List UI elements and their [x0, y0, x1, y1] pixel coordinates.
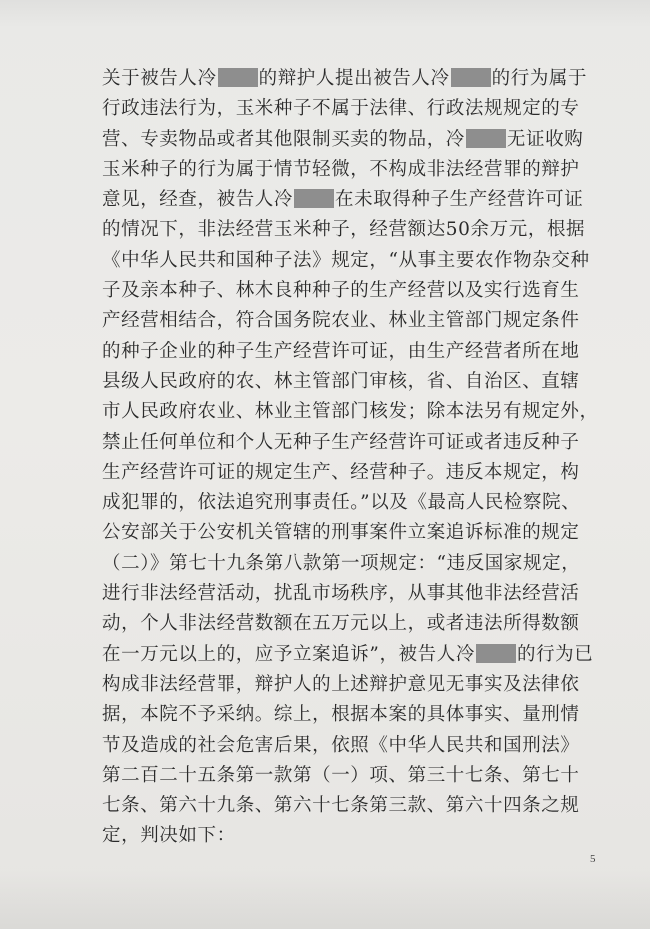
text-segment: 定，判决如下：: [102, 825, 236, 847]
text-line: [102, 397, 602, 427]
text-segment: 《中华人民共和国种子法》规定，“从事主要农作物杂交种: [102, 249, 590, 271]
text-line: [102, 155, 602, 185]
text-line: [102, 306, 602, 336]
redaction-block: [476, 644, 516, 663]
text-line: [102, 367, 602, 397]
text-line: [102, 731, 602, 761]
text-segment: 动，个人非法经营数额在五万元以上，或者违法所得数额: [102, 613, 580, 635]
text-segment: 市人民政府农业、林业主管部门核发；除本法另有规定外，: [102, 401, 599, 423]
redaction-block: [466, 129, 506, 148]
text-line: [102, 337, 602, 367]
text-line: [102, 640, 602, 670]
text-line: [102, 428, 602, 458]
page-shadow-bottom: [0, 869, 650, 929]
text-line: [102, 609, 602, 639]
text-segment: 的辩护人提出被告人冷: [258, 68, 450, 89]
text-segment: （二）》第七十九条第八款第一项规定：“违反国家规定，: [102, 552, 581, 574]
text-segment: 的情况下，非法经营玉米种子，经营额达50余万元，根据: [102, 219, 586, 241]
text-segment: 营、专卖物品或者其他限制买卖的物品，冷: [102, 128, 465, 150]
text-line: [102, 549, 602, 579]
redaction-block: [294, 189, 334, 208]
text-line: [102, 215, 602, 245]
text-line: [102, 458, 602, 488]
text-line: [102, 821, 602, 851]
text-segment: 在一万元以上的，应予立案追诉”，被告人冷: [102, 643, 475, 665]
text-line: [102, 791, 602, 821]
text-line: [102, 125, 602, 155]
text-segment: 七条、第六十九条、第六十七条第三款、第六十四条之规: [102, 795, 580, 817]
text-segment: 进行非法经营活动，扰乱市场秩序，从事其他非法经营活: [102, 583, 580, 605]
text-segment: 公安部关于公安机关管辖的刑事案件立案追诉标准的规定: [102, 522, 580, 544]
text-segment: 子及亲本种子、林木良种种子的生产经营以及实行选育生: [102, 280, 580, 302]
text-segment: 第二百二十五条第一款第（一）项、第三十七条、第七十: [102, 764, 580, 786]
text-segment: 的行为已: [516, 643, 594, 665]
text-line: [102, 518, 602, 548]
text-segment: 的种子企业的种子生产经营许可证，由生产经营者所在地: [102, 340, 580, 362]
text-segment: 玉米种子的行为属于情节轻微，不构成非法经营罪的辩护: [102, 158, 580, 180]
text-segment: 无证收购: [506, 128, 584, 150]
text-line: [102, 670, 602, 700]
text-line: [102, 185, 602, 215]
judgment-text-block: [102, 64, 602, 852]
page-number: 5: [590, 853, 596, 865]
text-line: [102, 64, 602, 94]
text-segment: 产经营相结合，符合国务院农业、林业主管部门规定条件: [102, 310, 580, 332]
text-segment: 在未取得种子生产经营许可证: [335, 189, 584, 211]
text-segment: 据，本院不予采纳。综上，根据本案的具体事实、量刑情: [102, 704, 580, 726]
redaction-block: [218, 68, 258, 87]
text-segment: 县级人民政府的农、林主管部门审核，省、自治区、直辖: [102, 370, 580, 392]
text-segment: 的行为属于: [491, 68, 588, 89]
text-segment: 节及造成的社会危害后果，依照《中华人民共和国刑法》: [102, 734, 580, 756]
text-segment: 意见，经查，被告人冷: [102, 189, 294, 211]
text-segment: 生产经营许可证的规定生产、经营种子。违反本规定，构: [102, 461, 580, 483]
text-line: [102, 94, 602, 124]
text-segment: 构成非法经营罪，辩护人的上述辩护意见无事实及法律依: [102, 673, 580, 695]
text-segment: 关于被告人冷: [102, 68, 217, 89]
text-segment: 行政违法行为，玉米种子不属于法律、行政法规规定的专: [102, 98, 580, 120]
text-line: [102, 761, 602, 791]
text-segment: 禁止任何单位和个人无种子生产经营许可证或者违反种子: [102, 431, 580, 453]
redaction-block: [451, 68, 491, 87]
text-line: [102, 700, 602, 730]
text-segment: 成犯罪的，依法追究刑事责任。”以及《最高人民检察院、: [102, 492, 581, 514]
text-line: [102, 276, 602, 306]
text-line: [102, 488, 602, 518]
text-line: [102, 246, 602, 276]
text-line: [102, 579, 602, 609]
page-shadow-top: [0, 0, 650, 28]
